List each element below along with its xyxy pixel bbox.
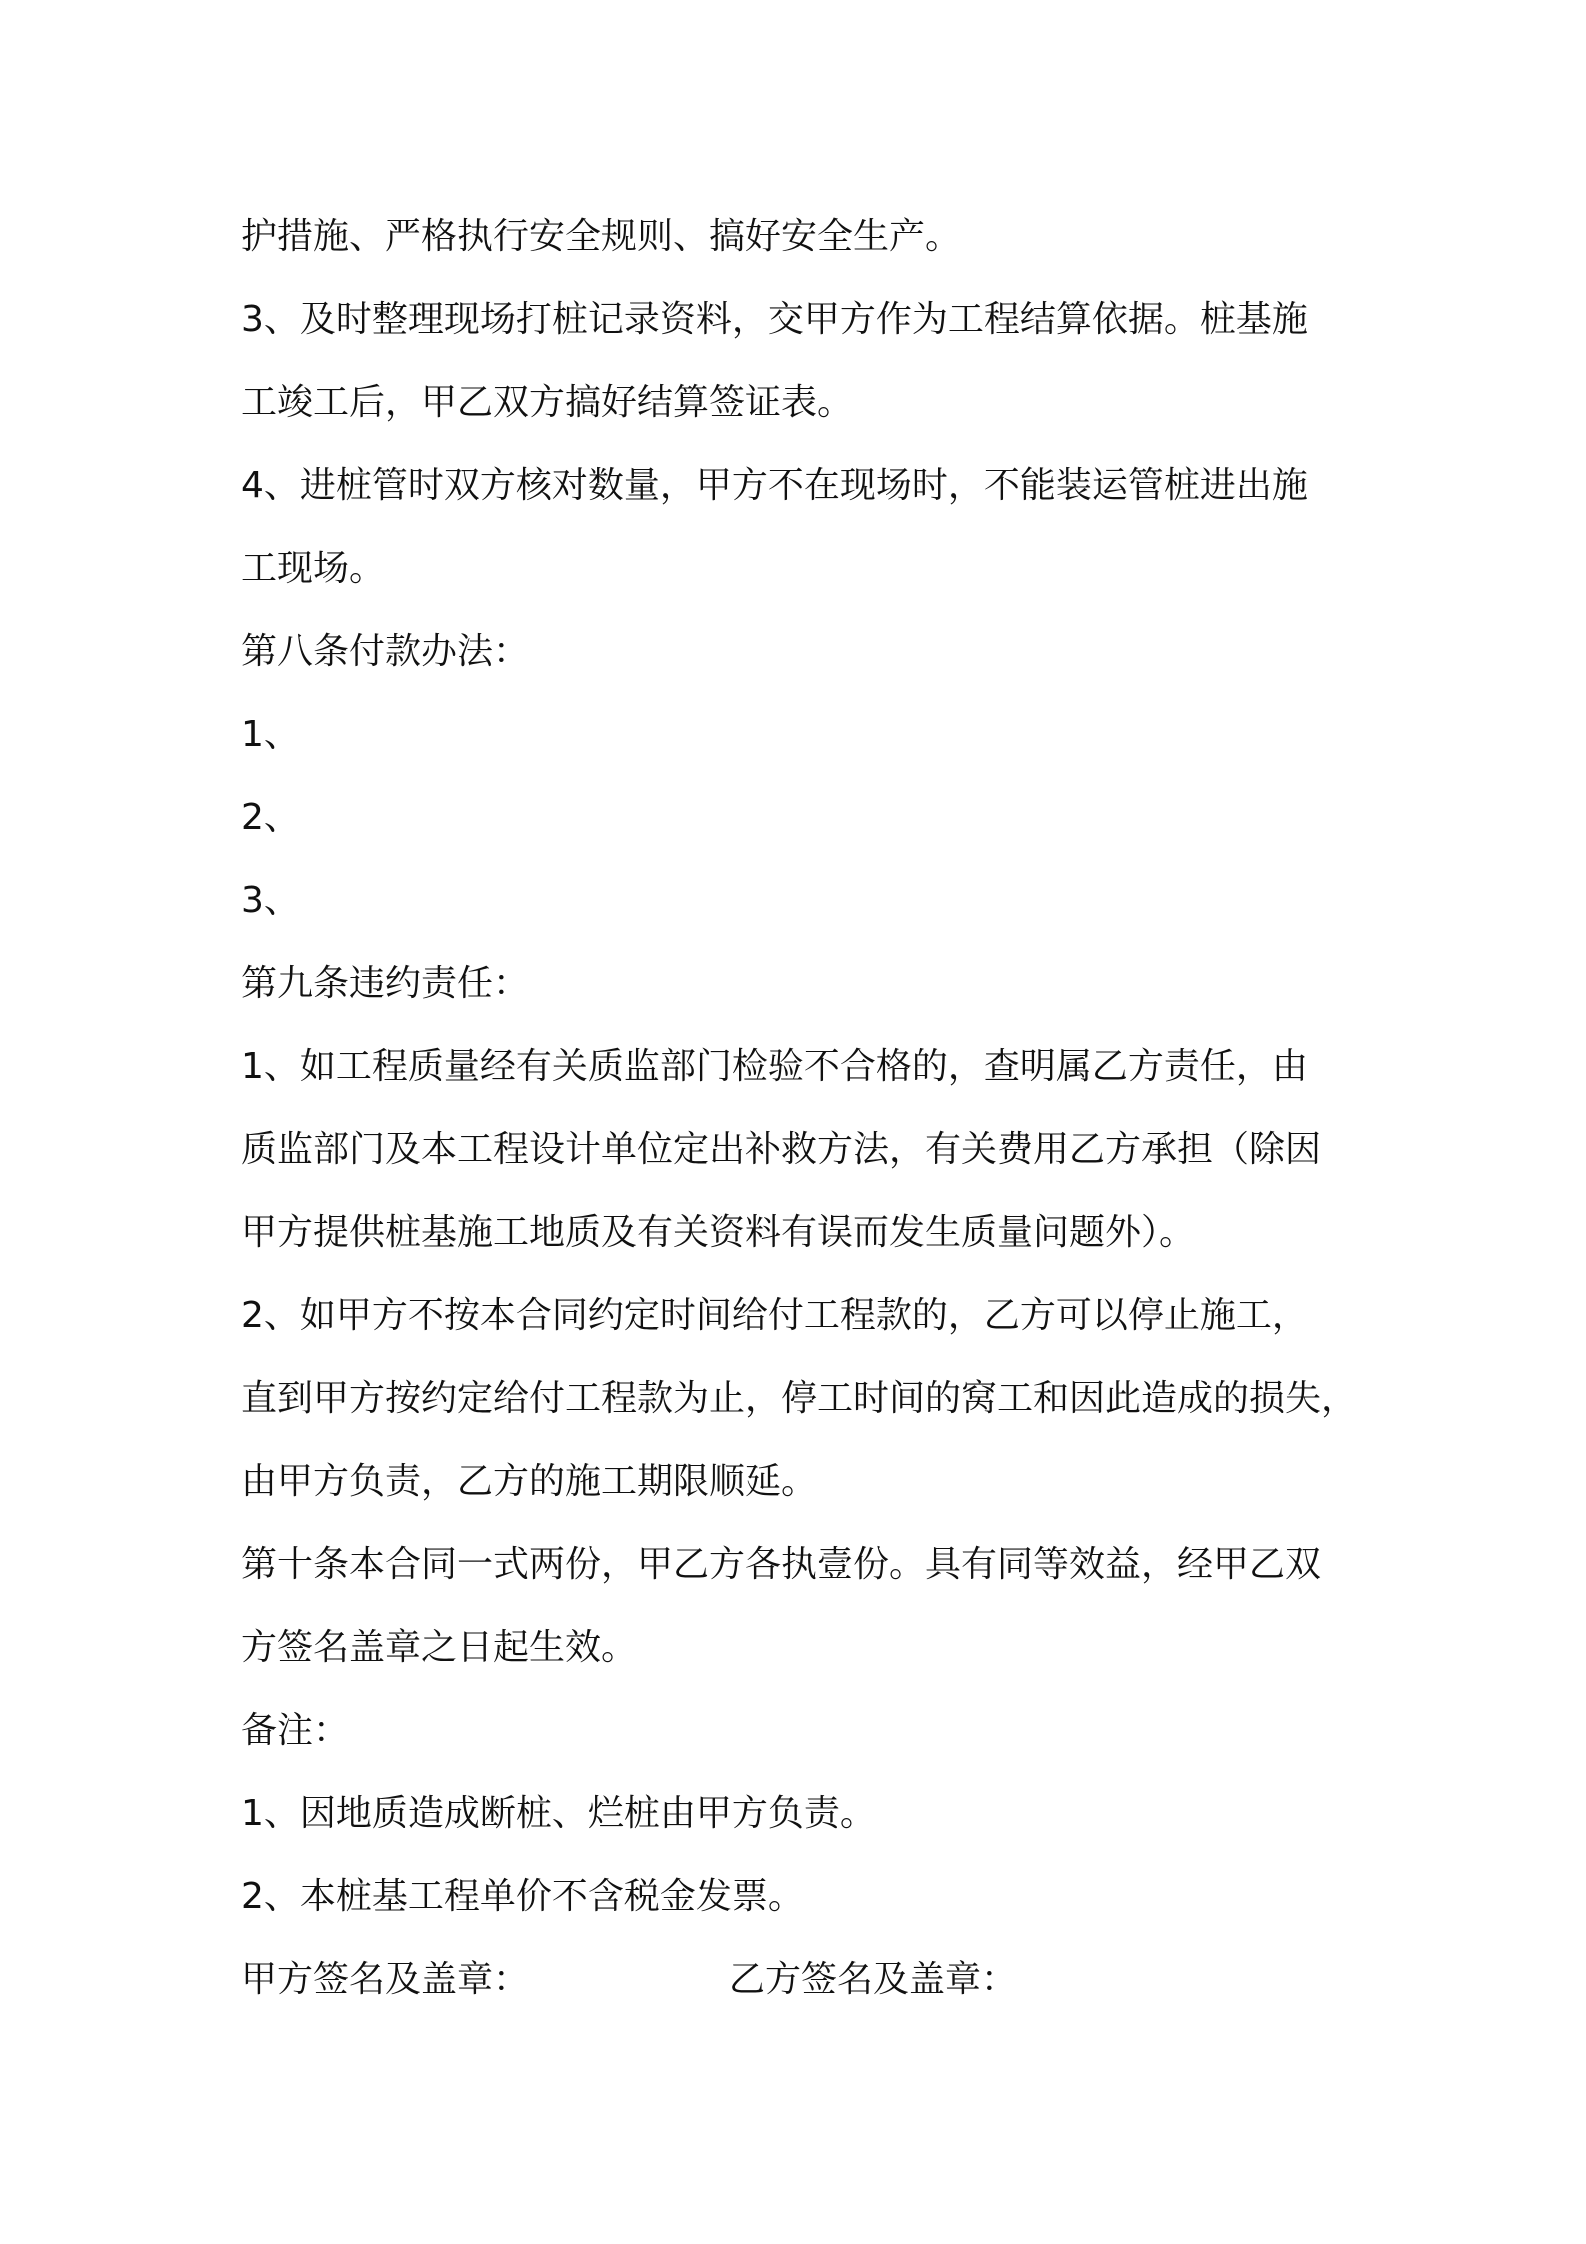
text-line: 3、及时整理现场打桩记录资料，交甲方作为工程结算依据。桩基施 [241,299,1308,340]
party-b-signature-label: 乙方签名及盖章： [729,1959,1018,2000]
text-line: 第十条本合同一式两份，甲乙方各执壹份。具有同等效益，经甲乙双 [241,1544,1322,1585]
text-line: 质监部门及本工程设计单位定出补救方法，有关费用乙方承担（除因 [241,1129,1322,1170]
note-item: 1、因地质造成断桩、烂桩由甲方负责。 [241,1793,876,1834]
list-item: 2、 [241,797,300,838]
text-line: 甲方提供桩基施工地质及有关资料有误而发生质量问题外）。 [241,1212,1196,1253]
party-a-signature-label: 甲方签名及盖章： [241,1959,530,2000]
text-line: 1、如工程质量经有关质监部门检验不合格的，查明属乙方责任，由 [241,1046,1308,1087]
text-line: 工现场。 [241,548,386,589]
text-line: 方签名盖章之日起生效。 [241,1627,638,1668]
document-body [241,195,1381,2021]
list-item: 3、 [241,880,300,921]
text-line: 由甲方负责，乙方的施工期限顺延。 [241,1461,818,1502]
section-heading: 第八条付款办法： [241,631,530,672]
note-item: 2、本桩基工程单价不含税金发票。 [241,1876,804,1917]
text-line: 2、如甲方不按本合同约定时间给付工程款的，乙方可以停止施工， [241,1295,1308,1336]
notes-heading: 备注： [241,1710,350,1751]
text-line: 工竣工后，甲乙双方搞好结算签证表。 [241,382,854,423]
section-heading: 第九条违约责任： [241,963,530,1004]
text-line: 直到甲方按约定给付工程款为止，停工时间的窝工和因此造成的损失， [241,1378,1358,1419]
text-line: 4、进桩管时双方核对数量，甲方不在现场时，不能装运管桩进出施 [241,465,1308,506]
signature-row [241,1938,1381,2021]
text-line: 护措施、严格执行安全规则、搞好安全生产。 [241,216,962,257]
list-item: 1、 [241,714,300,755]
